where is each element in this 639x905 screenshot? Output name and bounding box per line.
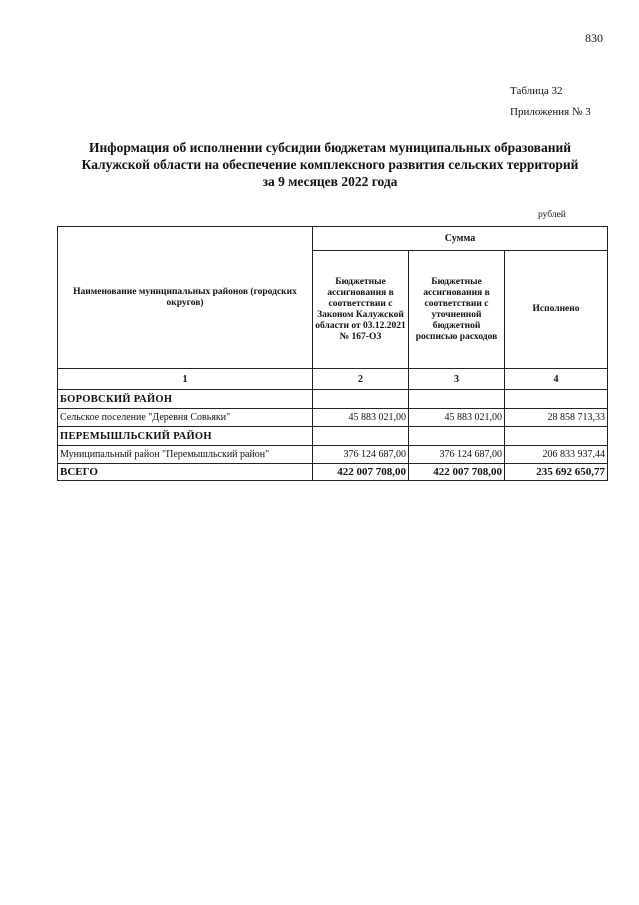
header-refined-allocations: Бюджетные ассигнования в соответствии с уточненной бюджетной росписью расходов: [409, 251, 505, 369]
title-line-3: за 9 месяцев 2022 года: [262, 174, 398, 189]
total-label: ВСЕГО: [58, 464, 313, 481]
total-executed-value: 235 692 650,77: [505, 464, 608, 481]
page-number: 830: [585, 31, 603, 45]
section-heading: БОРОВСКИЙ РАЙОН: [58, 390, 313, 409]
total-row: [58, 464, 608, 481]
header-sum: Сумма: [313, 227, 608, 251]
row-executed-value: 28 858 713,33: [505, 409, 608, 427]
row-refined-value: 45 883 021,00: [409, 409, 505, 427]
row-executed-value: 206 833 937,44: [505, 446, 608, 464]
column-number: 3: [409, 369, 505, 390]
header-law-allocations: Бюджетные ассигнования в соответствии с Законом Калужской области от 03.12.2021 № 167-ОЗ: [313, 251, 409, 369]
row-name: Муниципальный район "Перемышльский район": [58, 446, 313, 464]
section-heading: ПЕРЕМЫШЛЬСКИЙ РАЙОН: [58, 427, 313, 446]
appendix-reference: Приложения № 3: [510, 106, 591, 118]
table-row: [58, 409, 608, 427]
row-law-value: 45 883 021,00: [313, 409, 409, 427]
column-number: 2: [313, 369, 409, 390]
subsidy-table: [57, 226, 608, 481]
table-reference: Таблица 32: [510, 85, 563, 97]
header-name: Наименование муниципальных районов (городских округов): [58, 227, 313, 369]
units-label: рублей: [538, 210, 566, 220]
row-law-value: 376 124 687,00: [313, 446, 409, 464]
row-name: Сельское поселение "Деревня Совьяки": [58, 409, 313, 427]
column-number: 4: [505, 369, 608, 390]
column-number: 1: [58, 369, 313, 390]
row-refined-value: 376 124 687,00: [409, 446, 505, 464]
table-row: [58, 446, 608, 464]
document-title: [40, 139, 620, 190]
title-line-2: Калужской области на обеспечение комплексного развития сельских территорий: [81, 157, 579, 172]
title-line-1: Информация об исполнении субсидии бюджетам муниципальных образований: [88, 140, 572, 155]
total-refined-value: 422 007 708,00: [409, 464, 505, 481]
total-law-value: 422 007 708,00: [313, 464, 409, 481]
header-executed: Исполнено: [505, 251, 608, 369]
